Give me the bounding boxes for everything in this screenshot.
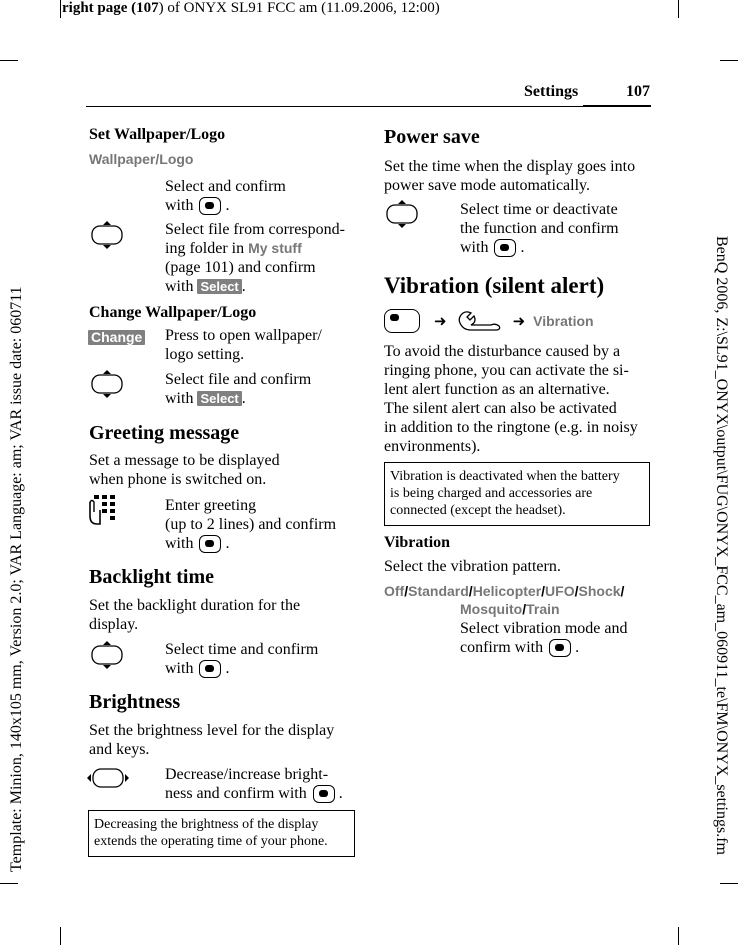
vibration-desc-line: To avoid the disturbance caused by a: [384, 343, 621, 360]
vibration-title: Vibration (silent alert): [384, 273, 605, 298]
greeting-step-line2: (up to 2 lines) and confirm: [165, 516, 337, 533]
wallpaper-step1-with: with: [165, 197, 194, 214]
vibration-step-line2: confirm with: [460, 639, 544, 656]
vibration-desc-line: ringing phone, you can activate the si-: [384, 362, 629, 379]
header-page-number: 107: [626, 83, 650, 100]
wallpaper-step2-line3: (page 101) and confirm: [165, 259, 316, 276]
wallpaper-title: Set Wallpaper/Logo: [89, 126, 226, 143]
vibration-note-line: connected (except the headset).: [390, 503, 566, 518]
greeting-title: Greeting message: [89, 422, 240, 444]
vibration-desc-line: lent alert function as an alternative.: [384, 381, 610, 398]
arrow-right-icon: ➜: [434, 312, 447, 330]
option-train: Train: [526, 601, 560, 617]
backlight-desc-line2: display.: [89, 616, 139, 633]
vibration-note-line: Vibration is deactivated when the battery: [390, 469, 620, 484]
backlight-step: Select time and confirm with .: [165, 641, 319, 677]
crop-mark: [0, 60, 18, 61]
center-key-icon: [313, 785, 335, 803]
change-title: Change Wallpaper/Logo: [89, 304, 257, 321]
brightness-note: [88, 810, 355, 857]
file-path-text: BenQ 2006, Z:\SL91_ONYX\output\FUG\ONYX_FCC_am_060911_te\FM\ONYX_settings.fm: [713, 236, 730, 855]
running-head-suffix: ) of ONYX SL91 FCC am (11.09.2006, 12:00): [158, 0, 440, 16]
template-info-text: Template: Minion, 140x105 mm, Version 2.0; VAR Language: am; VAR issue date: 060711: [8, 286, 25, 872]
wallpaper-menu-path: Wallpaper/Logo: [89, 151, 194, 167]
vibration-subtitle: Vibration: [384, 534, 451, 551]
center-key-icon: [494, 239, 516, 257]
crop-mark: [720, 883, 738, 884]
arrow-right-icon: ➜: [512, 312, 526, 330]
center-key-icon: [549, 639, 571, 657]
brightness-desc: [89, 721, 334, 759]
vibration-menu-path: [384, 309, 594, 333]
greeting-desc-line2: when phone is switched on.: [89, 471, 267, 488]
running-head: [62, 0, 440, 17]
change-step2-line1: Select file and confirm: [165, 371, 312, 388]
brightness-step: Decrease/increase bright- ness and confirm with .: [165, 766, 343, 802]
backlight-step-with: with: [165, 660, 194, 677]
crop-mark: [60, 0, 61, 18]
power-save-desc-line1: Set the time when the display goes into: [384, 158, 636, 175]
crop-mark: [0, 883, 18, 884]
header-rule-thick: [583, 105, 651, 107]
vibration-desc: [384, 342, 638, 456]
greeting-desc: [89, 451, 280, 489]
vibration-subdesc: Select the vibration pattern.: [384, 558, 561, 575]
backlight-step-line1: Select time and confirm: [165, 641, 319, 658]
wallpaper-step1-text: Select and confirm: [165, 178, 286, 195]
backlight-desc: [89, 596, 300, 634]
center-key-icon: [199, 660, 221, 678]
vibration-options: Off/Standard/Helicopter/UFO/Shock/ Mosquito/Train: [384, 583, 625, 617]
change-step1-line1: Press to open wallpaper/: [165, 327, 322, 344]
crop-mark: [60, 927, 61, 945]
brightness-desc-line1: Set the brightness level for the display: [89, 722, 335, 739]
vibration-desc-line: The silent alert can also be activated: [384, 400, 617, 417]
power-save-step-line2: the function and confirm: [460, 220, 619, 237]
vibration-note: [384, 462, 650, 526]
center-key-icon: [384, 309, 420, 333]
brightness-note-line2: extends the operating time of your phone.: [94, 834, 328, 849]
vibration-step: Select vibration mode and confirm with .: [460, 620, 628, 656]
crop-mark: [678, 0, 679, 18]
running-head-prefix: right page (: [62, 0, 137, 16]
center-key-icon: [199, 197, 221, 215]
header-section: Settings: [524, 83, 579, 100]
option-mosquito: Mosquito: [460, 601, 523, 617]
greeting-step-with: with: [165, 535, 194, 552]
wrench-settings-icon: [457, 309, 503, 331]
power-save-step-with: with: [460, 239, 489, 256]
navigation-key-icon: [88, 369, 126, 399]
center-key-icon: [199, 535, 221, 553]
greeting-step-line1: Enter greeting: [165, 497, 257, 514]
option-off: Off: [384, 583, 405, 599]
change-step2: Select file and confirm with Select .: [165, 371, 312, 407]
navigation-key-icon: [88, 640, 126, 670]
wallpaper-step1: Select and confirm with .: [165, 178, 286, 214]
select-softkey: Select: [197, 391, 241, 406]
power-save-step: Select time or deactivate the function and confirm with .: [460, 201, 619, 256]
running-head-page: 107: [136, 0, 159, 16]
change-softkey-wrap: [88, 329, 145, 347]
greeting-step: Enter greeting (up to 2 lines) and confirm with .: [165, 497, 337, 552]
option-ufo: UFO: [545, 583, 575, 599]
backlight-desc-line1: Set the backlight duration for the: [89, 597, 301, 614]
wallpaper-step2: Select file from correspond- ing folder in My stuff (page 101) and confirm with Select .: [165, 221, 345, 295]
vibration-desc-line: in addition to the ringtone (e.g. in noisy: [384, 419, 638, 436]
select-softkey: Select: [197, 279, 241, 294]
brightness-step-line1: Decrease/increase bright-: [165, 766, 329, 783]
power-save-step-line1: Select time or deactivate: [460, 201, 618, 218]
change-step2-with: with: [165, 390, 194, 407]
vibration-step-line1: Select vibration mode and: [460, 620, 628, 637]
brightness-note-line1: Decreasing the brightness of the display: [94, 817, 319, 832]
wallpaper-step2-line2: ing folder in: [165, 240, 245, 257]
power-save-desc-line2: power save mode automatically.: [384, 177, 590, 194]
template-info-vertical: [8, 62, 28, 882]
vibration-note-line: is being charged and accessories are: [390, 486, 593, 501]
vibration-desc-line: environments).: [384, 438, 481, 455]
power-save-title: Power save: [384, 126, 480, 148]
change-step1: [165, 326, 322, 364]
option-shock: Shock: [578, 583, 621, 599]
my-stuff-link: My stuff: [248, 240, 302, 256]
crop-mark: [678, 927, 679, 945]
vibration-menu-item: Vibration: [533, 313, 594, 329]
keypad-icon: [88, 494, 122, 528]
option-standard: Standard: [408, 583, 469, 599]
navigation-key-icon: [383, 199, 421, 229]
brightness-step-line2: ness and confirm with: [165, 785, 307, 802]
brightness-title: Brightness: [89, 691, 181, 713]
greeting-desc-line1: Set a message to be displayed: [89, 452, 280, 469]
wallpaper-step2-line1: Select file from correspond-: [165, 221, 345, 238]
header-rule: [86, 106, 583, 107]
wallpaper-step2-with: with: [165, 278, 194, 295]
crop-mark: [720, 60, 738, 61]
power-save-desc: [384, 157, 635, 195]
navigation-key-icon: [88, 220, 126, 250]
change-step1-line2: logo setting.: [165, 346, 245, 363]
option-helicopter: Helicopter: [472, 583, 542, 599]
navigation-left-right-icon: [86, 763, 130, 793]
brightness-desc-line2: and keys.: [89, 741, 150, 758]
change-softkey: Change: [88, 330, 145, 345]
backlight-title: Backlight time: [89, 566, 214, 588]
